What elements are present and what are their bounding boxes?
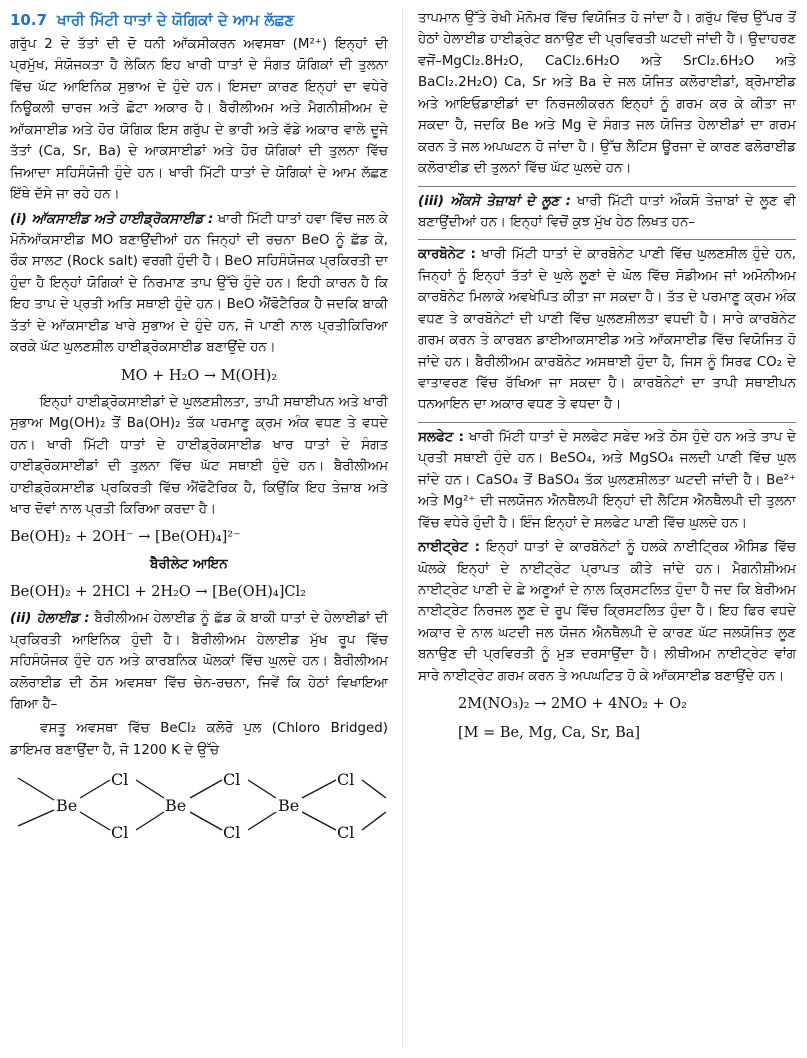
atom-cl-5: Cl — [337, 770, 355, 790]
atom-cl-6: Cl — [337, 823, 355, 843]
becl2-chain-structure — [10, 764, 388, 844]
carbonate-text: ਖਾਰੀ ਮਿੱਟੀ ਧਾਤਾਂ ਦੇ ਕਾਰਬੋਨੇਟ ਪਾਣੀ ਵਿੱਚ ਘੁਲਣਸ਼ੀਲ ਹੁੰਦੇ ਹਨ, ਜਿਨ੍ਹਾਂ ਨੂੰ ਇਨ੍ਹਾਂ ਤੱਤਾਂ ਦੇ ਘੁਲੇ ਲੂਣਾਂ ਦੇ ਘੋਲ ਵਿੱਚ ਸੋਡੀਅਮ ਜਾਂ ਅਮੋਨੀਅਮ ਕਾਰਬੋਨੇਟ ਮਿਲਾਕੇ ਅਵਖੇਪਿਤ ਕੀਤਾ ਜਾ ਸਕਦਾ ਹੈ। ਤੱਤ ਦੇ ਪਰਮਾਣੂ ਕ੍ਰਮ ਅੰਕ ਵਧਣ ਤੇ ਕਾਰਬੋਨੇਟਾਂ ਦੀ ਪਾਣੀ ਵਿੱਚ ਘੁਲਣਸ਼ੀਲਤਾ ਵਧਦੀ ਹੈ। ਸਾਰੇ ਕਾਰਬੋਨੇਟ ਗਰਮ ਕਰਨ ਤੇ ਕਾਰਬਨ ਡਾਈਆਕਸਾਈਡ ਅਤੇ ਆੱਕਸਾਈਡ ਵਿੱਚ ਵਿਯੋਜਿਤ ਹੋ ਜਾਂਦੇ ਹਨ। ਬੈਰੀਲੀਅਮ ਕਾਰਬੋਨੇਟ ਅਸਥਾਈ ਹੁੰਦਾ ਹੈ, ਜਿਸ ਨੂੰ ਸਿਰਫ CO₂ ਦੇ ਵਾਤਾਵਰਣ ਵਿੱਚ ਰੱਖਿਆ ਜਾ ਸਕਦਾ ਹੈ। ਕਾਰਬੋਨੇਟਾਂ ਦਾ ਤਾਪੀ ਸਥਾਈਪਨ ਧਨਆਇਨ ਦਾ ਅਕਾਰ ਵਧਣ ਤੇ ਵਧਦਾ ਹੈ। — [418, 247, 796, 413]
atom-cl-1: Cl — [111, 770, 129, 790]
beryllate-ion-label: ਬੈਰੀਲੇਟ ਆਇਨ — [150, 556, 228, 572]
nitrate-text: ਇਨ੍ਹਾਂ ਧਾਤਾਂ ਦੇ ਕਾਰਬੋਨੇਟਾਂ ਨੂੰ ਹਲਕੇ ਨਾਈਟ੍ਰਿਕ ਐਸਿਡ ਵਿੱਚ ਘੋਲਕੇ ਇਨ੍ਹਾਂ ਦੇ ਨਾਈਟ੍ਰੇਟ ਪ੍ਰਾਪਤ ਕੀਤੇ ਜਾਂਦੇ ਹਨ। ਮੈਗਨੀਸ਼ੀਅਮ ਨਾਈਟ੍ਰੇਟ ਪਾਣੀ ਦੇ ਛੇ ਅਣੂਆਂ ਦੇ ਨਾਲ ਕ੍ਰਿਸਟਲਿਤ ਹੁੰਦਾ ਹੈ ਜਦ ਕਿ ਬੇਰੀਅਮ ਨਾਈਟ੍ਰੇਟ ਨਿਰਜਲ ਲੂਣ ਦੇ ਰੂਪ ਵਿੱਚ ਕ੍ਰਿਸਟਲਿਤ ਹੁੰਦਾ ਹੈ। ਇਹ ਫਿਰ ਵਧਦੇ ਅਕਾਰ ਦੇ ਨਾਲ ਘਟਦੀ ਜਲ ਯੋਜਨ ਐਨਥੈਲਪੀ ਦੇ ਕਾਰਣ ਘੱਟ ਜਲਯੋਜਿਤ ਲੂਣ ਬਨਾਉਣ ਦੀ ਪ੍ਰਵਿਰਤੀ ਨੂੰ ਮੁੜ ਦਰਸਾਉਂਦਾ ਹੈ। ਲੀਥੀਅਮ ਨਾਈਟ੍ਰੇਟ ਵਾਂਗ ਸਾਰੇ ਨਾਈਟ੍ਰੇਟ ਗਰਮ ਕਰਨ ਤੇ ਅਪਘਟਿਤ ਹੋ ਕੇ ਆੱਕਸਾਈਡ ਬਣਾਉਂਦੇ ਹਨ। — [418, 540, 796, 684]
divider-2 — [418, 239, 796, 240]
sulphate-label: ਸਲਫੇਟ : — [418, 429, 465, 445]
atom-be-3: Be — [278, 796, 300, 816]
vapour-state-paragraph: ਵਸਤੂ ਅਵਸਥਾ ਵਿੱਚ BeCl₂ ਕਲੋਰੋ ਪੁਲ (Chloro Bridged) ਡਾਇਮਰ ਬਣਾਉਂਦਾ ਹੈ, ਜੋ 1200 K ਦੇ ਉੱਚੇ — [10, 721, 388, 758]
equation-oxide-water: MO + H₂O → M(OH)₂ — [120, 367, 278, 384]
nitrate-label: ਨਾਈਟ੍ਰੇਟ : — [418, 540, 480, 556]
divider-3 — [418, 422, 796, 423]
halides-paragraph — [10, 608, 388, 715]
atom-cl-4: Cl — [223, 823, 241, 843]
section-title: ਖਾਰੀ ਮਿੱਟੀ ਧਾਤਾਂ ਦੇ ਯੋਗਿਕਾਂ ਦੇ ਆਮ ਲੱਛਣ — [57, 11, 295, 29]
sulphate-paragraph — [418, 427, 796, 534]
divider-1 — [418, 186, 796, 187]
intro-paragraph: ਗਰੁੱਪ 2 ਦੇ ਤੱਤਾਂ ਦੀ ਦੋ ਧਨੀ ਆੱਕਸੀਕਰਨ ਅਵਸਥਾ (M²⁺) ਇਨ੍ਹਾਂ ਦੀ ਪ੍ਰਮੁੱਖ, ਸੰਯੋਜਕਤਾ ਹੈ ਲੇਕਿਨ ਇਹ ਖਾਰੀ ਧਾਤਾਂ ਦੇ ਸੰਗਤ ਯੋਗਿਕਾਂ ਦੀ ਤੁਲਨਾ ਵਿੱਚ ਘੱਟ ਆਇਨਿਕ ਸੁਭਾਅ ਦੇ ਹੁੰਦੇ ਹਨ। ਇਸਦਾ ਕਾਰਣ ਇਨ੍ਹਾਂ ਦਾ ਵਧੇਰੇ ਨਿਊਕਲੀ ਚਾਰਜ ਅਤੇ ਛੋਟਾ ਅਕਾਰ ਹੈ। ਬੈਰੀਲੀਅਮ ਅਤੇ ਮੈਗਨੀਸ਼ੀਅਮ ਦੇ ਆੱਕਸਾਈਡ ਅਤੇ ਹੋਰ ਯੋਗਿਕ ਇਸ ਗਰੁੱਪ ਦੇ ਭਾਰੀ ਅਤੇ ਵੱਡੇ ਅਕਾਰ ਵਾਲੇ ਦੂਜੇ ਤੱਤਾਂ (Ca, Sr, Ba) ਦੇ ਆਕਸਾਈਡਾਂ ਅਤੇ ਹੋਰ ਯੋਗਿਕਾਂ ਦੀ ਤੁਲਨਾ ਵਿੱਚ ਜਿਆਦਾ ਸਹਿਸੰਯੋਜੀ ਹੁੰਦੇ ਹਨ। ਖਾਰੀ ਮਿੱਟੀ ਧਾਤਾਂ ਦੇ ਯੋਗਿਕਾਂ ਦੇ ਆਮ ਲੱਛਣ ਇੱਥੇ ਦੱਸੇ ਜਾ ਰਹੇ ਹਨ। — [10, 37, 388, 203]
nitrate-paragraph — [418, 537, 796, 687]
equation-nitrate-decomposition: 2M(NO₃)₂ → 2MO + 4NO₂ + O₂ — [458, 696, 687, 713]
oxides-text: ਖਾਰੀ ਮਿੱਟੀ ਧਾਤਾਂ ਹਵਾ ਵਿੱਚ ਜਲ ਕੇ ਮੋਨੋਆੱਕਸਾਈਡ MO ਬਣਾਉਂਦੀਆਂ ਹਨ ਜਿਨ੍ਹਾਂ ਦੀ ਰਚਨਾ BeO ਨੂੰ ਛੱਡ ਕੇ, ਰੌਕ ਸਾਲਟ (Rock salt) ਵਰਗੀ ਹੁੰਦੀ ਹੈ। BeO ਸਹਿਸੰਯੋਜਕ ਪ੍ਰਕਿਰਤੀ ਦਾ ਹੁੰਦਾ ਹੈ ਇਨ੍ਹਾਂ ਯੋਗਿਕਾਂ ਦੇ ਨਿਰਮਾਣ ਤਾਪ ਉੱਚੇ ਹੁੰਦੇ ਹਨ। ਇਹੀ ਕਾਰਨ ਹੈ ਕਿ ਇਹ ਤਾਪ ਦੇ ਪ੍ਰਤੀ ਅਤਿ ਸਥਾਈ ਹੁੰਦੇ ਹਨ। BeO ਐਂਫੋਟੈਰਿਕ ਹੈ ਜਦਕਿ ਬਾਕੀ ਤੱਤਾਂ ਦੇ ਆੱਕਸਾਈਡ ਖਾਰੇ ਸੁਭਾਅ ਦੇ ਹੁੰਦੇ ਹਨ, ਜੋ ਪਾਣੀ ਨਾਲ ਪ੍ਰਤੀਕਿਰਿਆ ਕਰਕੇ ਘੱਟ ਘੁਲਣਸ਼ੀਲ ਹਾਈਡ੍ਰੋਕਸਾਈਡ ਬਣਾਉਂਦੇ ਹਨ। — [10, 211, 388, 356]
metal-list: [M = Be, Mg, Ca, Sr, Ba] — [458, 725, 641, 742]
equation-hcl: Be(OH)₂ + 2HCl + 2H₂O → [Be(OH)₄]Cl₂ — [10, 584, 306, 600]
section-heading — [10, 8, 388, 32]
atom-cl-3: Cl — [223, 770, 241, 790]
oxo-acid-salts-paragraph — [418, 191, 796, 234]
oxo-salts-label: (iii) ਔਕਸੋ ਤੇਜ਼ਾਬਾਂ ਦੇ ਲੂਣ : — [418, 193, 571, 209]
atom-cl-2: Cl — [111, 823, 129, 843]
oxides-label: (i) ਆੱਕਸਾਈਡ ਅਤੇ ਹਾਈਡ੍ਰੋਕਸਾਈਡ : — [10, 211, 214, 227]
column-divider — [402, 8, 403, 1048]
right-column — [418, 8, 796, 1053]
carbonate-label: ਕਾਰਬੋਨੇਟ : — [418, 247, 476, 263]
oxides-paragraph — [10, 209, 388, 359]
equation-beryllate: Be(OH)₂ + 2OH⁻ → [Be(OH)₄]²⁻ — [10, 529, 241, 546]
halides-continued-paragraph: ਤਾਪਮਾਨ ਉੱਤੇ ਰੇਖੀ ਮੋਨੋਮਰ ਵਿੱਚ ਵਿਯੋਜਿਤ ਹੋ ਜਾਂਦਾ ਹੈ। ਗਰੁੱਪ ਵਿੱਚ ਉੱਪਰ ਤੋਂ ਹੇਠਾਂ ਹੇਲਾਈਡ ਹਾਈਡ੍ਰੇਟ ਬਨਾਉਣ ਦੀ ਪ੍ਰਵਿਰਤੀ ਘਟਦੀ ਜਾਂਦੀ ਹੈ। ਉਦਾਹਰਣ ਵਜੋਂ–MgCl₂.8H₂O, CaCl₂.6H₂O ਅਤੇ SrCl₂.6H₂O ਅਤੇ BaCl₂.2H₂O) Ca, Sr ਅਤੇ Ba ਦੇ ਜਲ ਯੋਜਿਤ ਕਲੋਰਾਈਡਾਂ, ਬ੍ਰੋਮਾਈਡ ਅਤੇ ਆਇਓਡਾਈਡਾਂ ਦਾ ਨਿਰਜਲੀਕਰਨ ਇਨ੍ਹਾਂ ਨੂੰ ਗਰਮ ਕਰ ਕੇ ਕੀਤਾ ਜਾ ਸਕਦਾ ਹੈ, ਜਦਕਿ Be ਅਤੇ Mg ਦੇ ਸੰਗਤ ਜਲ ਯੋਜਿਤ ਹੇਲਾਈਡਾਂ ਦਾ ਗਰਮ ਕਰਨ ਤੇ ਜਲ ਅਪਘਟਨ ਹੋ ਜਾਂਦਾ ਹੈ। ਉੱਚ ਲੈਟਿਸ ਊਰਜਾ ਦੇ ਕਾਰਣ ਫਲੋਰਾਈਡ ਕਲੋਰਾਈਡ ਦੀ ਤੁਲਨਾਂ ਵਿੱਚ ਘੱਟ ਘੁਲਦੇ ਹਨ। — [418, 11, 796, 177]
halides-label: (ii) ਹੇਲਾਈਡ : — [10, 611, 90, 627]
atom-be-2: Be — [165, 796, 187, 816]
halides-text: ਬੈਰੀਲੀਅਮ ਹੇਲਾਈਡ ਨੂੰ ਛੱਡ ਕੇ ਬਾਕੀ ਧਾਤਾਂ ਦੇ ਹੇਲਾਈਡਾਂ ਦੀ ਪ੍ਰਕਿਰਤੀ ਆਇਨਿਕ ਹੁੰਦੀ ਹੈ। ਬੈਰੀਲੀਅਮ ਹੇਲਾਈਡ ਮੁੱਖ ਰੂਪ ਵਿੱਚ ਸਹਿਸੰਯੋਜਕ ਹੁੰਦੇ ਹਨ ਅਤੇ ਕਾਰਬਨਿਕ ਘੋਲਕਾਂ ਵਿੱਚ ਘੁਲਦੇ ਹਨ। ਬੈਰੀਲੀਅਮ ਕਲੋਰਾਈਡ ਦੀ ਠੋਸ ਅਵਸਥਾ ਵਿੱਚ ਚੇਨ-ਰਚਨਾ, ਜਿਵੇਂ ਕਿ ਹੇਠਾਂ ਵਿਖਾਇਆ ਗਿਆ ਹੈ– — [10, 611, 388, 712]
carbonate-paragraph — [418, 244, 796, 416]
sulphate-text: ਖਾਰੀ ਮਿੱਟੀ ਧਾਤਾਂ ਦੇ ਸਲਫੇਟ ਸਫੇਦ ਅਤੇ ਠੋਸ ਹੁੰਦੇ ਹਨ ਅਤੇ ਤਾਪ ਦੇ ਪ੍ਰਤੀ ਸਥਾਈ ਹੁੰਦੇ ਹਨ। BeSO₄, ਅਤੇ MgSO₄ ਜਲਦੀ ਪਾਣੀ ਵਿੱਚ ਘੁਲ ਜਾਂਦੇ ਹਨ। CaSO₄ ਤੋਂ BaSO₄ ਤੱਕ ਘੁਲਣਸ਼ੀਲਤਾ ਘਟਦੀ ਜਾਂਦੀ ਹੈ। Be²⁺ ਅਤੇ Mg²⁺ ਦੀ ਜਲਯੋਜਨ ਐਨਥੈਲਪੀ ਇਨ੍ਹਾਂ ਦੀ ਲੈਟਿਸ ਐਨਥੈਲਪੀ ਦੀ ਤੁਲਨਾ ਵਿੱਚ ਵਧੇਰੇ ਹੁੰਦੀ ਹੈ। ਇੰਜ ਇਨ੍ਹਾਂ ਦੇ ਸਲਫੇਟ ਪਾਣੀ ਵਿੱਚ ਘੁਲਦੇ ਹਨ। — [418, 429, 796, 531]
section-number: 10.7 — [10, 11, 48, 29]
oxo-salts-text: ਖਾਰੀ ਮਿੱਟੀ ਧਾਤਾਂ ਔਕਸੋ ਤੇਜ਼ਾਬਾਂ ਦੇ ਲੂਣ ਵੀ ਬਣਾਉਂਦੀਆਂ ਹਨ। ਇਨ੍ਹਾਂ ਵਿਚੋਂ ਕੁਝ ਮੁੱਖ ਹੇਠ ਲਿਖਤ ਹਨ– — [418, 193, 796, 230]
atom-be-1: Be — [56, 796, 78, 816]
left-column — [10, 8, 388, 1053]
hydroxide-paragraph: ਇਨ੍ਹਾਂ ਹਾਈਡ੍ਰੋਕਸਾਈਡਾਂ ਦੇ ਘੁਲਣਸ਼ੀਲਤਾ, ਤਾਪੀ ਸਥਾਈਪਨ ਅਤੇ ਖਾਰੀ ਸੁਭਾਅ Mg(OH)₂ ਤੋਂ Ba(OH)₂ ਤੱਕ ਪਰਮਾਣੂ ਕ੍ਰਮ ਅੰਕ ਵਧਣ ਤੇ ਵਧਦੇ ਹਨ। ਖਾਰੀ ਮਿੱਟੀ ਧਾਤਾਂ ਦੇ ਹਾਈਡ੍ਰੋਕਸਾਈਡ ਖਾਰ ਧਾਤਾਂ ਦੇ ਸੰਗਤ ਹਾਈਡ੍ਰੋਕਸਾਈਡਾਂ ਦੀ ਤੁਲਨਾ ਵਿੱਚ ਘੱਟ ਸਥਾਈ ਹੁੰਦੇ ਹਨ। ਬੈਰੀਲੀਅਮ ਹਾਈਡ੍ਰੋਕਸਾਈਡ ਪ੍ਰਕਿਰਤੀ ਵਿੱਚ ਐਂਫੋਟੈਰਿਕ ਹੈ, ਕਿਉਂਕਿ ਇਹ ਤੇਜ਼ਾਬ ਅਤੇ ਖਾਰ ਦੋਵਾਂ ਨਾਲ ਪ੍ਰਤੀ ਕਿਰਿਆ ਕਰਦਾ ਹੈ। — [10, 394, 388, 517]
